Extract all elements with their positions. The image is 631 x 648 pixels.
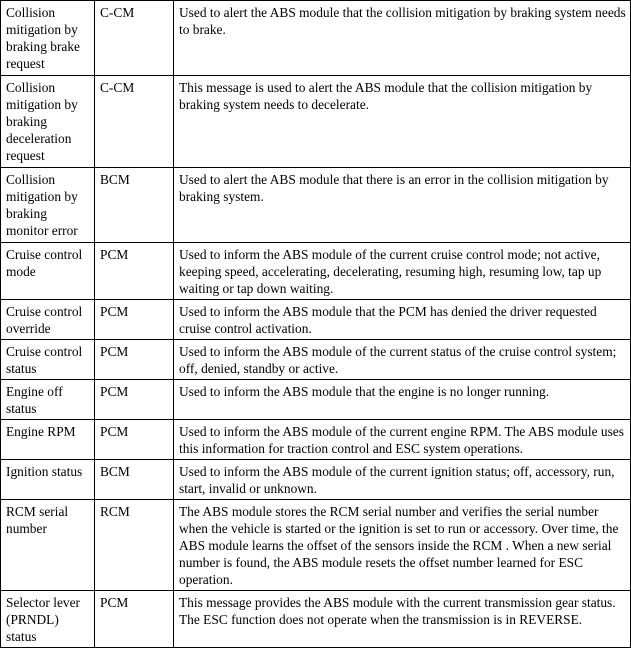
table-row (1, 168, 631, 243)
description-cell: Used to alert the ABS module that the collision mitigation by braking system needs to brake. (174, 1, 631, 76)
table-row (1, 460, 631, 500)
source-module-cell: BCM (95, 460, 174, 500)
table-row (1, 591, 631, 648)
message-name-cell: Cruise control override (1, 300, 95, 340)
source-module-cell: PCM (95, 380, 174, 420)
description-cell: Used to inform the ABS module of the current ignition status; off, accessory, run, start, invalid or unknown. (174, 460, 631, 500)
table-row (1, 300, 631, 340)
source-module-cell: RCM (95, 500, 174, 591)
source-module-cell: PCM (95, 300, 174, 340)
table-row (1, 500, 631, 591)
message-name-cell: RCM serial number (1, 500, 95, 591)
description-cell: The ABS module stores the RCM serial number and verifies the serial number when the vehicle is started or the ignition is set to run or accessory. Over time, the ABS module learns the offset of the sensors inside the RCM . When a new serial number is found, the ABS module resets the offset number learned for ESC operation. (174, 500, 631, 591)
description-cell: Used to inform the ABS module of the current cruise control mode; not active, keeping speed, accelerating, decelerating, resuming high, resuming low, tap up waiting or tap down waiting. (174, 243, 631, 300)
source-module-cell: C-CM (95, 76, 174, 168)
message-name-cell: Collision mitigation by braking brake request (1, 1, 95, 76)
table-row (1, 243, 631, 300)
message-name-cell: Cruise control mode (1, 243, 95, 300)
source-module-cell: PCM (95, 243, 174, 300)
source-module-cell: PCM (95, 340, 174, 380)
description-cell: Used to inform the ABS module of the current engine RPM. The ABS module uses this information for traction control and ESC system operations. (174, 420, 631, 460)
table-row (1, 380, 631, 420)
message-name-cell: Collision mitigation by braking deceleration request (1, 76, 95, 168)
message-name-cell: Engine off status (1, 380, 95, 420)
message-name-cell: Ignition status (1, 460, 95, 500)
table-row (1, 1, 631, 76)
description-cell: Used to inform the ABS module of the current status of the cruise control system; off, denied, standby or active. (174, 340, 631, 380)
table-row (1, 76, 631, 168)
table-row (1, 420, 631, 460)
message-name-cell: Engine RPM (1, 420, 95, 460)
description-cell: Used to alert the ABS module that there is an error in the collision mitigation by braking system. (174, 168, 631, 243)
description-cell: This message provides the ABS module with the current transmission gear status. The ESC function does not operate when the transmission is in REVERSE. (174, 591, 631, 648)
source-module-cell: C-CM (95, 1, 174, 76)
table-row (1, 340, 631, 380)
description-cell: This message is used to alert the ABS module that the collision mitigation by braking system needs to decelerate. (174, 76, 631, 168)
description-cell: Used to inform the ABS module that the engine is no longer running. (174, 380, 631, 420)
message-table-body (1, 1, 631, 648)
source-module-cell: PCM (95, 591, 174, 648)
source-module-cell: PCM (95, 420, 174, 460)
description-cell: Used to inform the ABS module that the PCM has denied the driver requested cruise control activation. (174, 300, 631, 340)
source-module-cell: BCM (95, 168, 174, 243)
message-name-cell: Collision mitigation by braking monitor error (1, 168, 95, 243)
message-name-cell: Selector lever (PRNDL) status (1, 591, 95, 648)
message-name-cell: Cruise control status (1, 340, 95, 380)
